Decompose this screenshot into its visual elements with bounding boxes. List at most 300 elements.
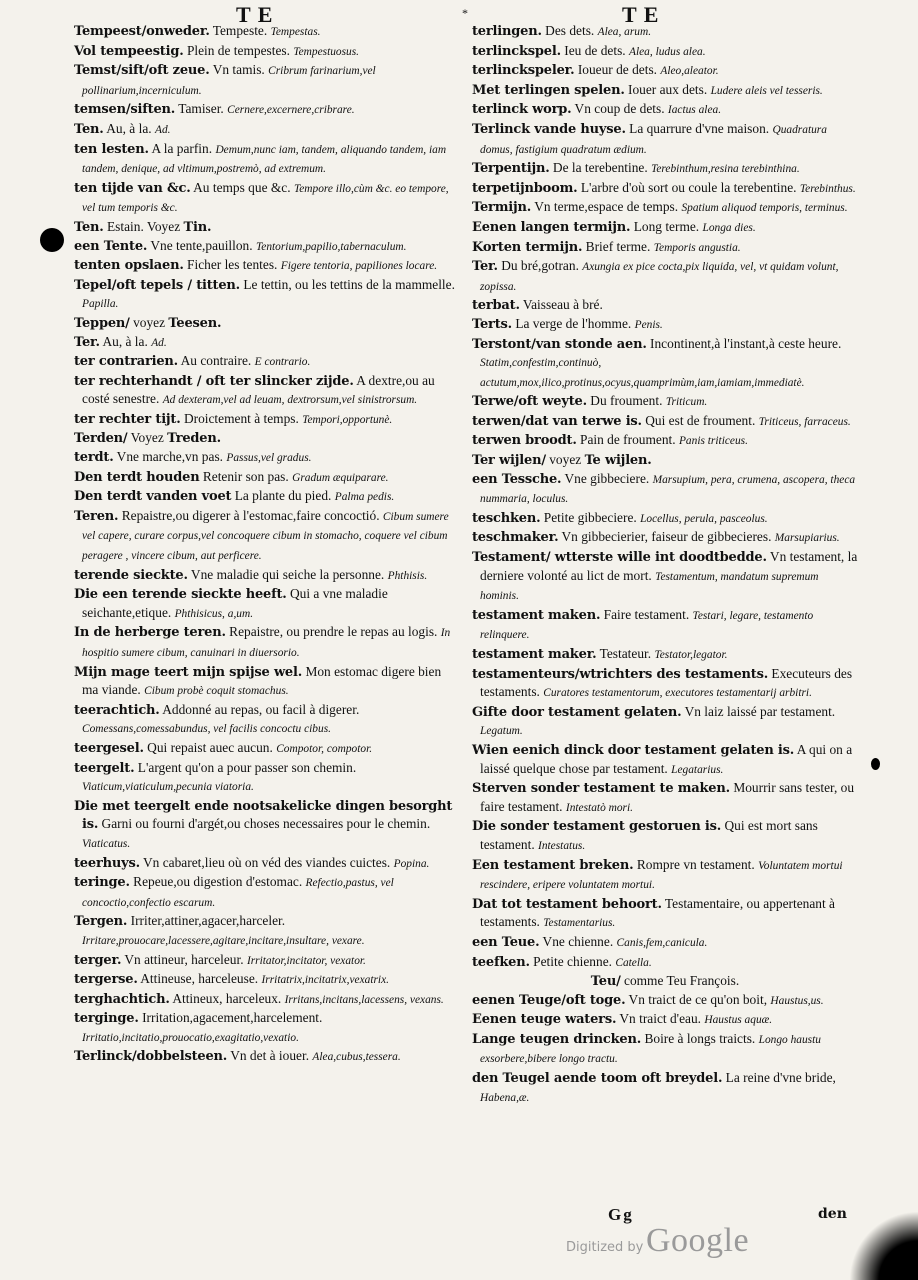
headword: Korten termijn. (472, 239, 583, 255)
headword: Vol tempeestig. (74, 43, 184, 59)
french-gloss: De la terebentine. (552, 160, 648, 176)
french-gloss: Vn testament, la derniere volonté au lict de mort. (480, 549, 858, 583)
headword: teschken. (472, 510, 541, 526)
headword: Ter. (74, 334, 100, 350)
headword: tergerse. (74, 972, 138, 988)
dictionary-entry (472, 741, 858, 779)
headword: een Teue. (472, 934, 540, 950)
latin-gloss: Quadratura domus, fastigium quadratum ædium. (480, 123, 827, 156)
french-gloss: Au, à la. (102, 333, 148, 349)
dictionary-entry (472, 991, 858, 1011)
latin-gloss: Irritare,prouocare,lacessere,agitare,incitare,insultare, vexare. (82, 934, 365, 947)
french-gloss: Repaistre, ou prendre le repas au logis. (229, 624, 438, 640)
dictionary-entry (472, 470, 858, 509)
french-gloss: Mon estomac digere bien ma viande. (82, 663, 442, 698)
headword: Ten. (74, 121, 104, 137)
dictionary-entry (472, 606, 858, 645)
latin-gloss: Tempestas. (270, 26, 321, 38)
french-gloss: Vn attineur, harceleur. (124, 951, 244, 967)
headword: teerachtich. (74, 702, 160, 718)
latin-gloss: Irritatrix,incitatrix,vexatrix. (261, 974, 389, 987)
headword: Eenen langen termijn. (472, 219, 631, 235)
running-head-right: T E (622, 2, 660, 27)
latin-gloss: Comessans,comessabundus, vel facilis concoctu cibus. (82, 723, 331, 736)
french-gloss: comme Teu François. (624, 973, 740, 989)
french-gloss: voyez (133, 314, 166, 330)
latin-gloss: Cernere,excernere,cribrare. (227, 104, 355, 117)
french-gloss: Repeue,ou digestion d'estomac. (133, 874, 303, 890)
dictionary-entry (472, 412, 858, 432)
dictionary-entry (74, 410, 458, 430)
latin-gloss: Canis,fem,canicula. (616, 936, 708, 949)
headword: Gifte door testament gelaten. (472, 704, 682, 720)
latin-gloss: Papilla. (82, 298, 119, 311)
latin-gloss: Palma pedis. (334, 491, 395, 504)
headword: tenten opslaen. (74, 258, 184, 274)
headword: teschmaker. (472, 530, 559, 546)
headword: Die sonder testament gestoruen is. (472, 819, 722, 835)
headword: terwen broodt. (472, 433, 577, 449)
french-gloss: Incontinent,à l'instant,à ceste heure. (650, 335, 842, 351)
french-gloss: Irritation,agacement,harcelement. (142, 1010, 323, 1026)
latin-gloss: Haustus aquæ. (704, 1014, 773, 1027)
headword: terlinckspel. (472, 43, 561, 59)
french-gloss: Vn terme,espace de temps. (534, 199, 679, 215)
french-gloss: Qui repaist auec aucun. (147, 739, 273, 755)
french-gloss: voyez (549, 452, 582, 468)
french-gloss: Vn cabaret,lieu où on véd des viandes cuictes. (143, 854, 391, 870)
french-gloss: A qui on a laissé quelque chose par testament. (480, 741, 853, 776)
dictionary-entry (472, 451, 858, 470)
headword: een Tente. (74, 238, 148, 254)
right-column (472, 22, 858, 1107)
latin-gloss: Ludere aleis vel tesseris. (710, 84, 823, 97)
french-gloss: Repaistre,ou digerer à l'estomac,faire concoctió. (121, 507, 380, 523)
dictionary-entry (472, 703, 858, 741)
left-column (74, 22, 458, 1067)
headword: Sterven sonder testament te maken. (472, 781, 730, 797)
french-gloss: Voyez (130, 430, 164, 446)
french-gloss: Le tettin, ou les tettins de la mammelle. (243, 276, 455, 292)
running-head-left: T E (236, 2, 274, 27)
latin-gloss: Phthisicus, a,um. (174, 607, 254, 620)
latin-gloss: Catella. (615, 956, 652, 969)
latin-gloss: Iactus alea. (667, 104, 722, 117)
dictionary-entry (472, 1030, 858, 1069)
headword: Met terlingen spelen. (472, 82, 625, 98)
dictionary-entry (74, 429, 458, 448)
headword: terbat. (472, 298, 520, 314)
catchword: den (818, 1206, 847, 1222)
headword: Terpentijn. (472, 161, 550, 177)
dictionary-entry (472, 315, 858, 335)
latin-gloss: E contrario. (254, 356, 311, 369)
dictionary-entry (74, 990, 458, 1010)
headword: testamenteurs/wtrichters des testaments. (472, 666, 769, 682)
french-gloss: Vne chienne. (542, 933, 614, 949)
latin-gloss: Aleo,aleator. (660, 65, 719, 78)
french-gloss: Brief terme. (585, 238, 651, 254)
french-gloss: Testamentaire, ou appertenant à testaments. (480, 895, 836, 930)
headword: teerhuys. (74, 855, 140, 871)
french-gloss: Irriter,attiner,agacer,harceler. (130, 913, 286, 929)
headword: testament maken. (472, 607, 601, 623)
dictionary-entry (74, 566, 458, 586)
dictionary-entry (472, 100, 858, 120)
dictionary-entry (74, 585, 458, 623)
french-gloss: Du bré,gotran. (501, 258, 579, 274)
dictionary-entry (472, 509, 858, 529)
latin-gloss: Tempore illo,cùm &c. eo tempore, vel tum temporis &c. (82, 182, 449, 215)
digitized-prefix: Digitized by (566, 1240, 644, 1255)
dictionary-entry (472, 528, 858, 548)
dictionary-entry (74, 237, 458, 257)
headword: Terts. (472, 316, 512, 332)
french-gloss: Vne marche,vn pas. (116, 449, 223, 465)
latin-gloss: Triticeus, farraceus. (758, 415, 851, 428)
dictionary-entry (74, 314, 458, 333)
dictionary-entry (74, 468, 458, 488)
dictionary-entry (472, 933, 858, 953)
dictionary-entry (472, 42, 858, 62)
headword: Ter. (472, 259, 498, 275)
french-gloss: Droictement à temps. (183, 410, 299, 426)
latin-gloss: Cibum probè coquit stomachus. (144, 685, 289, 698)
dictionary-entry (472, 665, 858, 703)
french-gloss: Vn traict de ce qu'on boit, (628, 991, 768, 1007)
latin-gloss: Temporis angustia. (653, 241, 741, 254)
latin-gloss: Refectio,pastus, vel concoctio,confectio escarum. (82, 877, 394, 909)
dictionary-entry (74, 140, 458, 179)
dictionary-entry (74, 276, 458, 314)
french-gloss: Vne maladie qui seiche la personne. (190, 566, 385, 582)
latin-gloss: Intestatò mori. (565, 801, 633, 814)
latin-gloss: Axungia ex pice cocta,pix liquida, vel, vt quidam volunt, zopissa. (480, 261, 839, 293)
latin-gloss: Phthisis. (387, 569, 428, 582)
french-gloss: Qui est mort sans testament. (480, 818, 818, 852)
latin-gloss: Tempori,opportunè. (302, 413, 393, 426)
dictionary-entry (74, 352, 458, 372)
latin-gloss: Tentorium,papilio,tabernaculum. (255, 240, 407, 253)
headword: Een testament breken. (472, 857, 634, 873)
latin-gloss: Penis. (634, 318, 663, 331)
dictionary-entry (74, 218, 458, 237)
headword: Die met teergelt ende nootsakelicke dingen besorght is. (74, 798, 453, 833)
french-gloss: Executeurs des testaments. (480, 665, 853, 700)
dictionary-entry (472, 179, 858, 199)
headword: temsen/siften. (74, 102, 176, 118)
dictionary-entry (472, 972, 858, 991)
dictionary-entry (74, 333, 458, 353)
headword: terwen/dat van terwe is. (472, 413, 642, 429)
headword: ter rechterhandt / oft ter slincker zijde. (74, 373, 354, 389)
headword: Termijn. (472, 200, 532, 216)
latin-gloss: Tempestuosus. (293, 45, 360, 58)
french-gloss: Pain de froument. (580, 432, 676, 448)
french-gloss: A la parfin. (151, 140, 213, 156)
latin-gloss: Compotor, compotor. (276, 742, 373, 755)
dictionary-entry (74, 701, 458, 739)
headword: Temst/sift/oft zeue. (74, 63, 210, 79)
headword: Terstont/van stonde aen. (472, 336, 647, 352)
headword: Teppen/ (74, 315, 130, 331)
french-gloss: La plante du pied. (234, 488, 332, 504)
latin-gloss: Voluntatem mortui rescindere, eripere voluntatem mortui. (480, 859, 843, 892)
headword: Terwe/oft weyte. (472, 394, 587, 410)
latin-gloss: In hospitio sumere cibum, canuinari in diuersorio. (82, 627, 451, 659)
french-gloss: Long terme. (633, 218, 700, 234)
dictionary-entry (74, 120, 458, 140)
french-gloss: Retenir son pas. (202, 468, 289, 484)
dictionary-entry (472, 1010, 858, 1030)
dictionary-entry (472, 159, 858, 179)
french-gloss: Petite gibbeciere. (543, 509, 637, 525)
french-gloss: Boire à longs traicts. (644, 1030, 756, 1046)
headword: terende sieckte. (74, 567, 188, 583)
dictionary-entry (472, 895, 858, 933)
headword: Teren. (74, 508, 119, 524)
headword: teringe. (74, 875, 130, 891)
latin-gloss: Testator,legator. (654, 649, 728, 661)
headword: terger. (74, 952, 122, 968)
dictionary-entry (472, 392, 858, 412)
french-gloss: Vne tente,pauillon. (150, 237, 253, 253)
latin-gloss: Longa dies. (702, 221, 756, 234)
headword: terlingen. (472, 24, 542, 39)
dictionary-entry (74, 759, 458, 797)
running-header (0, 2, 918, 27)
dictionary-entry (472, 431, 858, 451)
french-gloss: Estain. Voyez (107, 218, 181, 234)
headword: Eenen teuge waters. (472, 1012, 617, 1028)
french-gloss: Au contraire. (180, 353, 252, 369)
latin-gloss: Passus,vel gradus. (226, 452, 312, 465)
headword: Dat tot testament behoort. (472, 896, 662, 912)
french-gloss: La quarrure d'vne maison. (629, 120, 770, 136)
french-gloss: Attineuse, harceleuse. (140, 971, 259, 987)
latin-gloss: Popina. (393, 857, 430, 870)
latin-gloss: Habena,æ. (480, 1091, 530, 1104)
latin-gloss: Cribrum farinarium,vel pollinarium,incerniculum. (82, 65, 376, 97)
dictionary-entry (74, 507, 458, 566)
french-gloss: Qui est de froument. (645, 412, 756, 428)
french-gloss: Plein de tempestes. (186, 42, 290, 58)
dictionary-entry (74, 448, 458, 468)
headword: Den terdt houden (74, 469, 200, 485)
dictionary-entry (74, 951, 458, 971)
french-gloss: Au, à la. (106, 120, 152, 136)
headword: terpetijnboom. (472, 180, 578, 196)
dictionary-entry (472, 1069, 858, 1107)
headword: Terden/ (74, 431, 128, 447)
dictionary-entry (472, 779, 858, 817)
dictionary-entry (472, 645, 858, 665)
dictionary-entry (74, 912, 458, 950)
latin-gloss: Viaticum,viaticulum,pecunia viatoria. (82, 781, 254, 794)
latin-gloss: Viaticatus. (82, 837, 131, 850)
headword: Wien eenich dinck door testament gelaten is. (472, 742, 795, 758)
dictionary-entry (472, 335, 858, 393)
french-gloss: Au temps que &c. (193, 179, 291, 195)
headword: Ter wijlen/ (472, 453, 546, 469)
headword: ten lesten. (74, 141, 149, 157)
latin-gloss: Longo haustu exsorbere,bibere longo tractu. (480, 1033, 821, 1066)
latin-gloss: Marsupiarius. (774, 532, 840, 545)
latin-gloss: Legatarius. (671, 763, 724, 776)
dictionary-entry (472, 22, 858, 42)
french-gloss: L'arbre d'où sort ou coule la terebentine. (580, 179, 797, 195)
french-gloss: Vn laiz laissé par testament. (684, 703, 836, 719)
dictionary-entry (472, 856, 858, 895)
dictionary-entry (74, 970, 458, 990)
french-gloss: Rompre vn testament. (636, 856, 755, 872)
latin-gloss: Terebinthum,resina terebinthina. (651, 163, 800, 176)
dictionary-entry (74, 100, 458, 120)
french-gloss: Garni ou fourni d'argét,ou choses necessaires pour le chemin. (101, 816, 431, 832)
french-gloss: Attineux, harceleux. (172, 990, 282, 1006)
cross-reference: Teesen. (168, 315, 222, 331)
french-gloss: Vne gibbeciere. (564, 470, 650, 486)
french-gloss: Du froument. (590, 393, 663, 409)
headword: Den terdt vanden voet (74, 489, 232, 505)
french-gloss: Mourrir sans tester, ou faire testament. (480, 780, 855, 814)
google-logo: Google (646, 1222, 750, 1259)
latin-gloss: Gradum æquiparare. (292, 471, 389, 484)
headword: Testament/ wtterste wille int doodtbedde. (472, 550, 767, 566)
dictionary-entry (472, 81, 858, 101)
latin-gloss: Figere tentoria, papiliones locare. (280, 260, 438, 273)
ink-spot (871, 758, 880, 770)
dictionary-entry (472, 548, 858, 606)
headword: ter contrarien. (74, 354, 179, 370)
latin-gloss: Panis triticeus. (678, 435, 748, 448)
cross-reference: Te wijlen. (584, 453, 652, 469)
latin-gloss: Irritans,incitans,lacessens, vexans. (284, 993, 444, 1006)
french-gloss: Vn traict d'eau. (619, 1011, 701, 1027)
headword: terlinck worp. (472, 102, 572, 118)
latin-gloss: Locellus, perula, pasceolus. (640, 512, 768, 525)
headword: testament maker. (472, 647, 597, 662)
latin-gloss: Alea,cubus,tessera. (312, 1051, 401, 1064)
headword: den Teugel aende toom oft breydel. (472, 1071, 723, 1087)
dictionary-entry (74, 623, 458, 662)
headword: Ten. (74, 219, 104, 235)
dictionary-entry (74, 1009, 458, 1047)
latin-gloss: Testari, legare, testamento relinquere. (480, 609, 814, 642)
dictionary-entry (472, 238, 858, 258)
dictionary-entry (472, 61, 858, 81)
cross-reference: Treden. (167, 431, 221, 447)
headword: teefken. (472, 954, 530, 970)
latin-gloss: Intestatus. (538, 839, 586, 852)
headword: In de herberge teren. (74, 625, 226, 641)
french-gloss: Petite chienne. (533, 953, 612, 969)
latin-gloss: Irritator,incitator, vexator. (246, 954, 366, 967)
latin-gloss: Ad. (151, 336, 167, 349)
ink-blot (40, 228, 64, 252)
headword: Die een terende sieckte heeft. (74, 587, 287, 603)
french-gloss: Vaisseau à bré. (522, 297, 603, 313)
headword: terghachtich. (74, 991, 170, 1007)
latin-gloss: Spatium aliquod temporis, terminus. (681, 202, 848, 215)
latin-gloss: Testamentum, mandatum supremum hominis. (480, 570, 819, 603)
dictionary-entry (472, 817, 858, 855)
headword: Tergen. (74, 914, 128, 930)
latin-gloss: Marsupium, pera, crumena, ascopera, theca nummaria, loculus. (480, 473, 856, 506)
latin-gloss: Ad. (154, 123, 171, 136)
headword: Tepel/oft tepels / titten. (74, 277, 240, 293)
latin-gloss: Demum,nunc iam, tandem, aliquando tandem, iam tandem, denique, ad vltimum,postremò, ad extremum. (82, 143, 447, 176)
dictionary-entry (74, 487, 458, 507)
dictionary-entry (472, 120, 858, 159)
dictionary-entry (74, 179, 458, 218)
headword: Lange teugen drincken. (472, 1031, 642, 1047)
french-gloss: Tamiser. (178, 101, 224, 117)
latin-gloss: Statim,confestim,continuò, actutum,mox,ilico,protinus,ocyus,quamprimùm,iam,iamiam,immediatè. (480, 357, 805, 389)
french-gloss: Faire testament. (603, 606, 690, 622)
french-gloss: Vn gibbecierier, faiseur de gibbecieres. (561, 529, 772, 545)
latin-gloss: Alea, arum. (597, 26, 652, 38)
dictionary-entry (74, 663, 458, 701)
french-gloss: Vn tamis. (212, 62, 265, 78)
headword: eenen Teuge/oft toge. (472, 992, 626, 1008)
latin-gloss: Alea, ludus alea. (629, 45, 706, 58)
headword: teergesel. (74, 740, 144, 756)
headword: terlinckspeler. (472, 63, 575, 79)
headword: Tempeest/onweder. (74, 24, 210, 39)
latin-gloss: Ad dexteram,vel ad leuam, dextrorsum,vel sinistrorsum. (162, 394, 418, 407)
dictionary-entry (472, 257, 858, 296)
headword: Mijn mage teert mijn spijse wel. (74, 664, 303, 680)
french-gloss: L'argent qu'on a pour passer son chemin. (137, 759, 357, 775)
dictionary-entry (74, 873, 458, 912)
dictionary-entry (472, 953, 858, 973)
latin-gloss: Triticum. (665, 396, 708, 409)
french-gloss: La reine d'vne bride, (725, 1070, 836, 1086)
headword: Terlinck/dobbelsteen. (74, 1049, 228, 1065)
latin-gloss: Irritatio,incitatio,prouocatio,exagitatio,vexatio. (82, 1031, 299, 1044)
dictionary-entry (472, 198, 858, 218)
french-gloss: Addonné au repas, ou facil à digerer. (162, 701, 360, 717)
french-gloss: Vn det à iouer. (230, 1048, 310, 1064)
dictionary-entry (74, 22, 458, 42)
latin-gloss: Legatum. (480, 725, 523, 738)
headword: terginge. (74, 1011, 139, 1027)
french-gloss: Ioueur de dets. (577, 62, 658, 78)
headword: terdt. (74, 450, 114, 466)
latin-gloss: Cibum sumere vel capere, curare corpus,vel concoquere cibum in stomacho, coquere vel cibum peragere , vincere cibum, aut perficere. (82, 510, 449, 563)
dictionary-entry (472, 218, 858, 238)
dictionary-entry (74, 42, 458, 62)
dictionary-entry (74, 854, 458, 874)
dictionary-entry (74, 797, 458, 854)
headword: teergelt. (74, 760, 135, 776)
french-gloss: Vn coup de dets. (574, 101, 665, 117)
headword: Teu/ (590, 974, 621, 990)
cross-reference: Tin. (183, 219, 212, 235)
dictionary-entry (74, 1047, 458, 1067)
french-gloss: Iouer aux dets. (628, 81, 708, 97)
latin-gloss: Curatores testamentorum, executores testamentarij arbitri. (543, 687, 812, 700)
dictionary-entry (74, 739, 458, 759)
french-gloss: La verge de l'homme. (515, 315, 632, 331)
latin-gloss: Testamentarius. (543, 917, 616, 930)
french-gloss: Tempeste. (212, 23, 268, 38)
french-gloss: Ficher les tentes. (187, 257, 278, 273)
french-gloss: Des dets. (545, 23, 595, 38)
latin-gloss: Terebinthus. (799, 182, 856, 195)
french-gloss: Testateur. (599, 646, 652, 661)
